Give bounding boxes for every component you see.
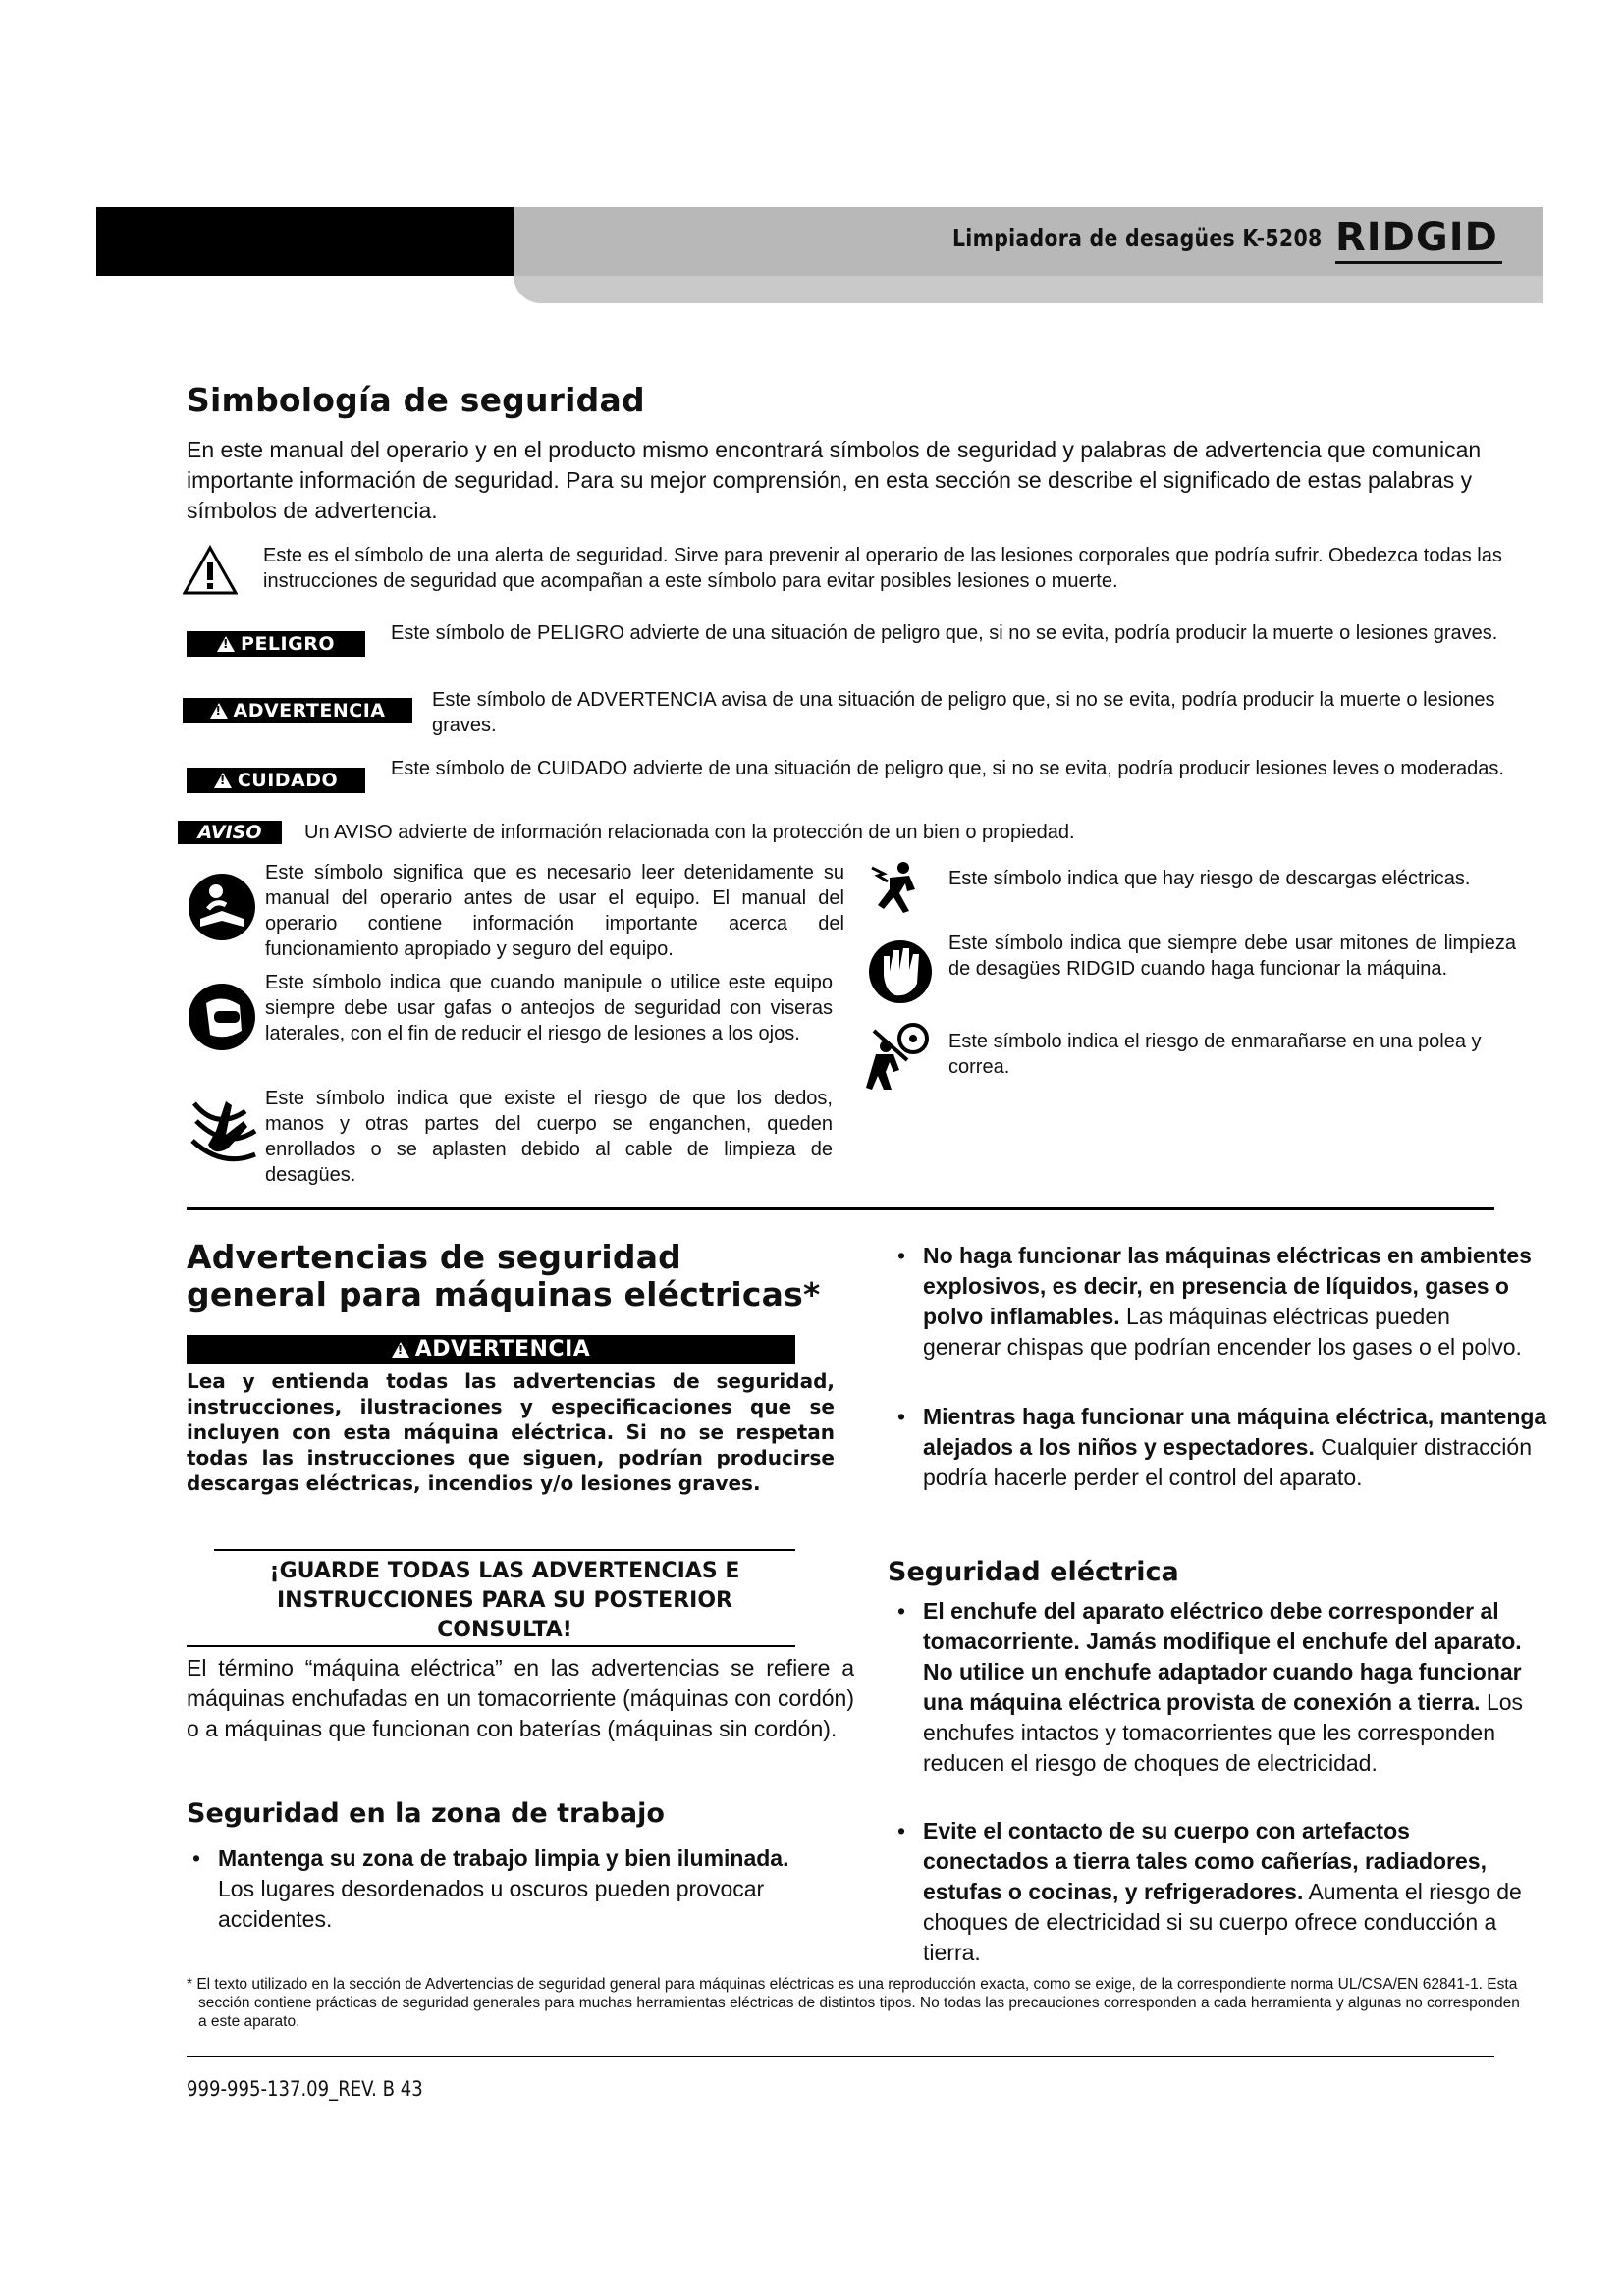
power-tool-term-text: El término “máquina eléctrica” en las advertencias se refiere a máquinas enchufadas en un tomacorriente (máquinas con cordón) o a máquinas que funcionan con baterías (máquinas sin cordón). [187,1655,854,1741]
peligro-text: Este símbolo de PELIGRO advierte de una situación de peligro que, si no se evita, podría producir la muerte o lesiones graves. [391,622,1498,644]
cuidado-text: Este símbolo de CUIDADO advierte de una situación de peligro que, si no se evita, podría producir lesiones leves o moderadas. [391,758,1504,779]
electrical-safety-title: Seguridad eléctrica [888,1557,1179,1587]
footnote: * El texto utilizado en la sección de Advertencias de seguridad general para máquinas eléctricas es una reproducción exacta, como se exige, de la correspondiente norma UL/CSA/EN 62841-1. Esta sección contiene prácticas de seguridad generales para muchas herramientas eléctricas de distintos tipos. No todas las precauciones corresponden a cada herramienta y algunas no corresponden a este aparato. [187,1976,1520,2030]
explosive-bullet: • No haga funcionar las máquinas eléctricas en ambientes explosivos, es decir, en presencia de líquidos, gases o polvo inflamables. Las máquinas eléctricas pueden generar chispas que podrían encender los gases o el polvo. [897,1243,1532,1360]
work-area-bullet: • Mantenga su zona de trabajo limpia y bien iluminada. Los lugares desordenados u oscuros pueden provocar accidentes. [192,1845,789,1932]
advertencia-text: Este símbolo de ADVERTENCIA avisa de una situación de peligro que, si no se evita, podría producir la muerte o lesiones graves. [432,689,1495,736]
ridgid-logo [1335,216,1504,265]
section-divider [187,1207,1494,1210]
belt-pulley-icon [864,1021,935,1092]
guarde-bottom-rule [187,1645,795,1647]
footer-rule [187,2056,1494,2057]
read-manual-text: Este símbolo significa que es necesario leer detenidamente su manual del operario antes de usar el equipo. El manual del operario contiene información importante acerca del funcionamiento apropiado y seguro del equipo. [265,862,844,960]
ground-bullet: • Evite el contacto de su cuerpo con artefactos conectados a tierra tales como cañerías, radiadores, estufas o cocinas, y refrigeradores. Aumenta el riesgo de choques de electricidad si su cuerpo ofrece conducción a tierra. [897,1818,1522,1965]
general-safety-title: Advertencias de seguridad general para máquinas eléctricas* [187,1238,821,1313]
work-area-title: Seguridad en la zona de trabajo [187,1798,665,1829]
hand-entanglement-text: Este símbolo indica que existe el riesgo de que los dedos, manos y otras partes del cuerpo se enganchen, queden enrollados o se aplasten debido al cable de limpieza de desagües. [265,1088,833,1186]
advertencia-warning-text: Lea y entienda todas las advertencias de seguridad, instrucciones, ilustraciones y especificaciones que se incluyen con esta máquina eléctrica. Si no se respetan todas las instrucciones que siguen, podrían producirse descargas eléctricas, incendios y/o lesiones graves. [187,1369,835,1495]
section-title-symbols: Simbología de seguridad [187,381,645,419]
advertencia-banner: !ADVERTENCIA [187,1335,795,1364]
hand-entanglement-icon [187,1092,261,1174]
alert-symbol-text: Este es el símbolo de una alerta de seguridad. Sirve para prevenir al operario de las lesiones corporales que podría sufrir. Obedezca todas las instrucciones de seguridad que acompañan a este símbolo para evitar posibles lesiones o muerte. [263,545,1502,592]
brand-name: RIDGID [1335,215,1498,260]
doc-number: 999-995-137.09_REV. B [187,2077,396,2101]
electric-shock-text: Este símbolo indica que hay riesgo de descargas eléctricas. [948,868,1471,889]
safety-alert-icon [183,545,238,596]
guarde-notice: ¡GUARDE TODAS LAS ADVERTENCIAS E INSTRUCCIONES PARA SU POSTERIOR CONSULTA! [269,1559,740,1642]
aviso-text: Un AVISO advierte de información relacionada con la protección de un bien o propiedad. [304,822,1075,843]
read-manual-icon [187,872,257,942]
footer [187,2077,423,2101]
header-black-bar [96,207,514,276]
gloves-icon [868,936,933,1007]
gloves-text: Este símbolo indica que siempre debe usar mitones de limpieza de desagües RIDGID cuando haga funcionar la máquina. [948,933,1516,980]
advertencia-label: !ADVERTENCIA [183,698,412,723]
page-number: 43 [400,2077,423,2101]
header-grey-tab [514,276,1543,303]
electric-shock-icon [870,860,929,913]
guarde-top-rule [214,1549,795,1551]
children-bullet: • Mientras haga funcionar una máquina eléctrica, mantenga alejados a los niños y espectadores. Cualquier distracción podría hacerle perder el control del aparato. [897,1404,1547,1490]
peligro-label: !PELIGRO [187,631,365,657]
header-title: Limpiadora de desagües K-5208 [952,224,1323,252]
belt-pulley-text: Este símbolo indica el riesgo de enmarañarse en una polea y correa. [948,1031,1482,1078]
cuidado-label: !CUIDADO [187,768,365,793]
safety-goggles-icon [187,982,257,1052]
plug-bullet: • El enchufe del aparato eléctrico debe corresponder al tomacorriente. Jamás modifique el enchufe del aparato. No utilice un enchufe adaptador cuando haga funcionar una máquina eléctrica provista de conexión a tierra. Los enchufes intactos y tomacorrientes que les corresponden reducen el riesgo de choques de electricidad. [897,1598,1524,1776]
safety-goggles-text: Este símbolo indica que cuando manipule o utilice este equipo siempre debe usar gafas o anteojos de seguridad con viseras laterales, con el fin de reducir el riesgo de lesiones a los ojos. [265,972,833,1044]
symbols-intro: En este manual del operario y en el producto mismo encontrará símbolos de seguridad y palabras de advertencia que comunican importante información de seguridad. Para su mejor comprensión, en esta sección se describe el significado de estas palabras y símbolos de advertencia. [187,437,1482,523]
aviso-label: AVISO [178,821,282,844]
